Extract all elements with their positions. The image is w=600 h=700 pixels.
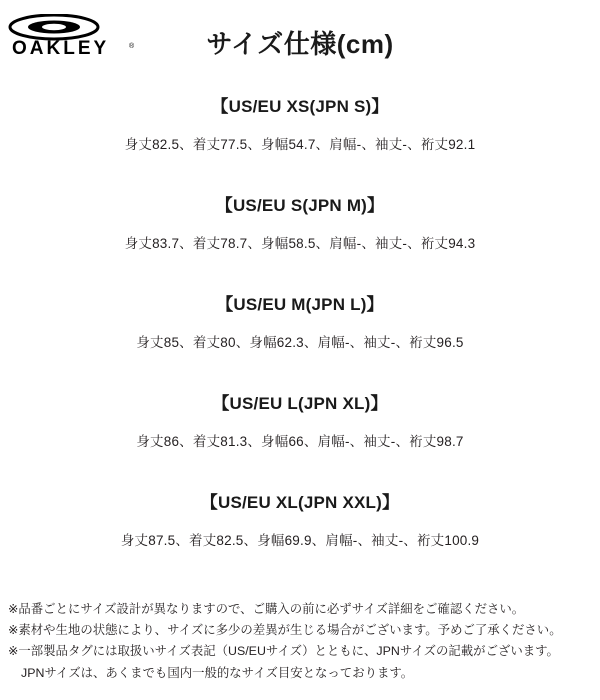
footnote-line: ※品番ごとにサイズ設計が異なりますので、ご購入の前に必ずサイズ詳細をご確認ください。	[8, 601, 525, 616]
size-measurements: 身丈87.5、着丈82.5、身幅69.9、肩幅-、袖丈-、裄丈100.9	[120, 533, 480, 548]
size-name: 【US/EU L(JPN XL)】	[212, 394, 388, 413]
svg-text:®: ®	[129, 43, 135, 50]
size-name: 【US/EU XL(JPN XXL)】	[200, 493, 400, 512]
size-name: 【US/EU S(JPN M)】	[215, 196, 385, 215]
svg-text:OAKLEY: OAKLEY	[12, 38, 110, 59]
size-name: 【US/EU M(JPN L)】	[216, 295, 384, 314]
page-header	[0, 0, 600, 78]
size-block-l	[0, 389, 600, 450]
size-name: 【US/EU XS(JPN S)】	[211, 97, 389, 116]
size-measurements: 身丈83.7、着丈78.7、身幅58.5、肩幅-、袖丈-、裄丈94.3	[124, 236, 476, 251]
size-block-xs	[0, 92, 600, 153]
size-block-s	[0, 191, 600, 252]
footnotes	[8, 599, 592, 684]
size-block-xl	[0, 488, 600, 549]
size-measurements: 身丈82.5、着丈77.5、身幅54.7、肩幅-、袖丈-、裄丈92.1	[124, 137, 476, 152]
size-measurements: 身丈85、着丈80、身幅62.3、肩幅-、袖丈-、裄丈96.5	[136, 335, 464, 350]
footnote-line: JPNサイズは、あくまでも国内一般的なサイズ目安となっております。	[21, 665, 414, 680]
page-title: サイズ仕様(cm)	[206, 29, 394, 59]
footnote-line: ※一部製品タグには取扱いサイズ表記（US/EUサイズ）とともに、JPNサイズの記載がございます。	[8, 644, 559, 659]
footnote-line: ※素材や生地の状態により、サイズに多少の差異が生じる場合がございます。予めご了承ください。	[8, 623, 562, 638]
size-list	[0, 92, 600, 549]
size-measurements: 身丈86、着丈81.3、身幅66、肩幅-、袖丈-、裄丈98.7	[136, 434, 464, 449]
size-block-m	[0, 290, 600, 351]
